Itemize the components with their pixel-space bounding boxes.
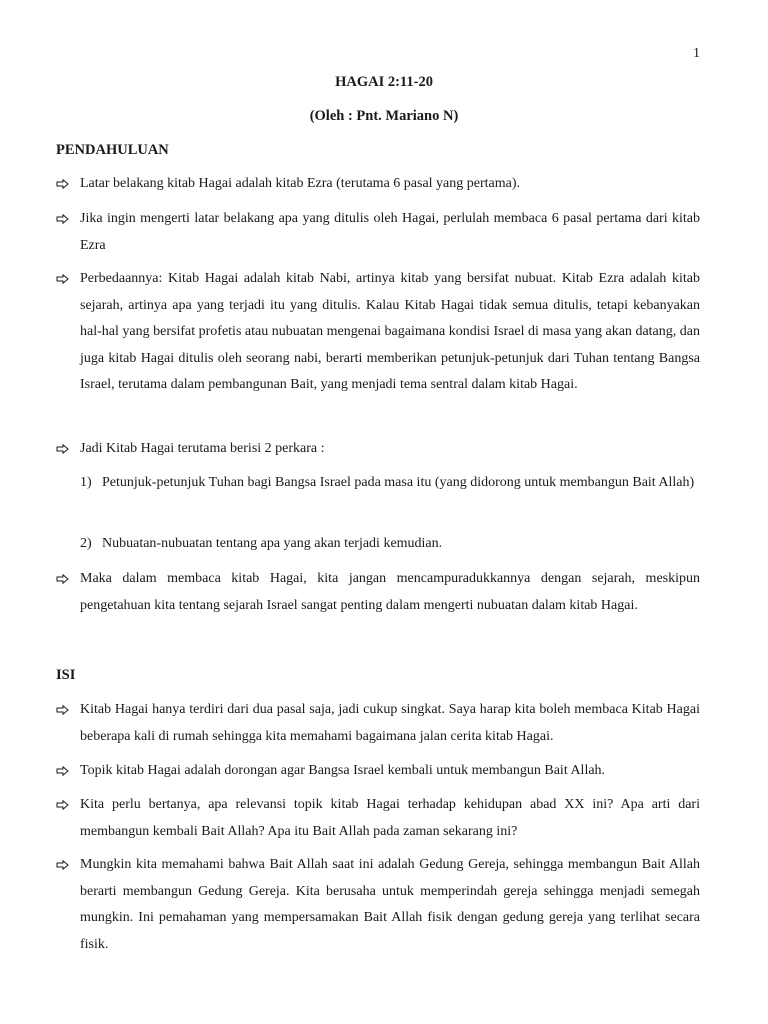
list-item-text: Jadi Kitab Hagai terutama berisi 2 perkara : xyxy=(80,441,325,456)
numbered-item-marker: 2) xyxy=(80,536,92,551)
list-item-text: Jika ingin mengerti latar belakang apa yang ditulis oleh Hagai, perlulah membaca 6 pasal pertama dari kitab Ezra xyxy=(80,211,700,253)
document-author: (Oleh : Pnt. Mariano N) xyxy=(309,108,459,124)
numbered-item xyxy=(56,531,700,558)
section-heading-isi: ISI xyxy=(56,667,76,683)
list-item xyxy=(56,852,700,958)
list-item xyxy=(56,206,700,259)
arrow-right-outline-icon xyxy=(56,436,70,462)
arrow-right-outline-icon xyxy=(56,697,70,723)
section-heading-pendahuluan: PENDAHULUAN xyxy=(56,142,169,158)
page-number: 1 xyxy=(693,46,700,61)
numbered-item xyxy=(56,470,700,497)
list-item-text: Mungkin kita memahami bahwa Bait Allah saat ini adalah Gedung Gereja, sehingga membangun Bait Allah berarti membangun Gedung Gereja. Kita berusaha untuk memperindah gereja sehingga menjadi semegah mungkin. Ini pemahaman yang mempersamakan Bait Allah fisik dengan gedung gereja yang terlihat secara fisik. xyxy=(80,857,700,952)
numbered-item-marker: 1) xyxy=(80,475,92,490)
list-item xyxy=(56,697,700,750)
list-item xyxy=(56,436,700,463)
numbered-item-text: Nubuatan-nubuatan tentang apa yang akan terjadi kemudian. xyxy=(102,536,443,551)
arrow-right-outline-icon xyxy=(56,792,70,818)
arrow-right-outline-icon xyxy=(56,566,70,592)
arrow-right-outline-icon xyxy=(56,852,70,878)
numbered-item-text: Petunjuk-petunjuk Tuhan bagi Bangsa Israel pada masa itu (yang didorong untuk membangun Bait Allah) xyxy=(102,475,695,490)
arrow-right-outline-icon xyxy=(56,206,70,232)
list-item-text: Perbedaannya: Kitab Hagai adalah kitab Nabi, artinya kitab yang bersifat nubuat. Kitab Ezra adalah kitab sejarah, artinya apa yang terjadi itu yang ditulis. Kalau Kitab Hagai tidak semua ditulis, tetapi kebanyakan hal-hal yang bersifat profetis atau nubuatan mengenai bagaimana kondisi Israel di masa yang akan datang, dan juga kitab Hagai ditulis oleh seorang nabi, berarti memberikan petunjuk-petunjuk dari Tuhan tentang Bangsa Israel, terutama dalam pembangunan Bait, yang menjadi tema sentral dalam kitab Hagai. xyxy=(80,271,700,392)
list-item-text: Latar belakang kitab Hagai adalah kitab Ezra (terutama 6 pasal yang pertama). xyxy=(80,176,521,191)
arrow-right-outline-icon xyxy=(56,171,70,197)
document-title: HAGAI 2:11-20 xyxy=(335,74,433,90)
list-item-text: Kitab Hagai hanya terdiri dari dua pasal saja, jadi cukup singkat. Saya harap kita boleh membaca Kitab Hagai beberapa kali di rumah sehingga kita memahami bagaimana jalan cerita kitab Hagai. xyxy=(80,702,700,744)
list-item xyxy=(56,792,700,845)
arrow-right-outline-icon xyxy=(56,758,70,784)
list-item-text: Kita perlu bertanya, apa relevansi topik kitab Hagai terhadap kehidupan abad XX ini? Apa arti dari membangun kembali Bait Allah? Apa itu Bait Allah pada zaman sekarang ini? xyxy=(80,797,700,839)
arrow-right-outline-icon xyxy=(56,266,70,292)
list-item-text: Topik kitab Hagai adalah dorongan agar Bangsa Israel kembali untuk membangun Bait Allah. xyxy=(80,763,606,778)
list-item xyxy=(56,758,700,785)
list-item xyxy=(56,171,700,198)
list-item xyxy=(56,266,700,399)
list-item xyxy=(56,566,700,619)
list-item-text: Maka dalam membaca kitab Hagai, kita jangan mencampuradukkannya dengan sejarah, meskipun pengetahuan kita tentang sejarah Israel sangat penting dalam mengerti nubuatan dalam kitab Hagai. xyxy=(80,571,700,613)
